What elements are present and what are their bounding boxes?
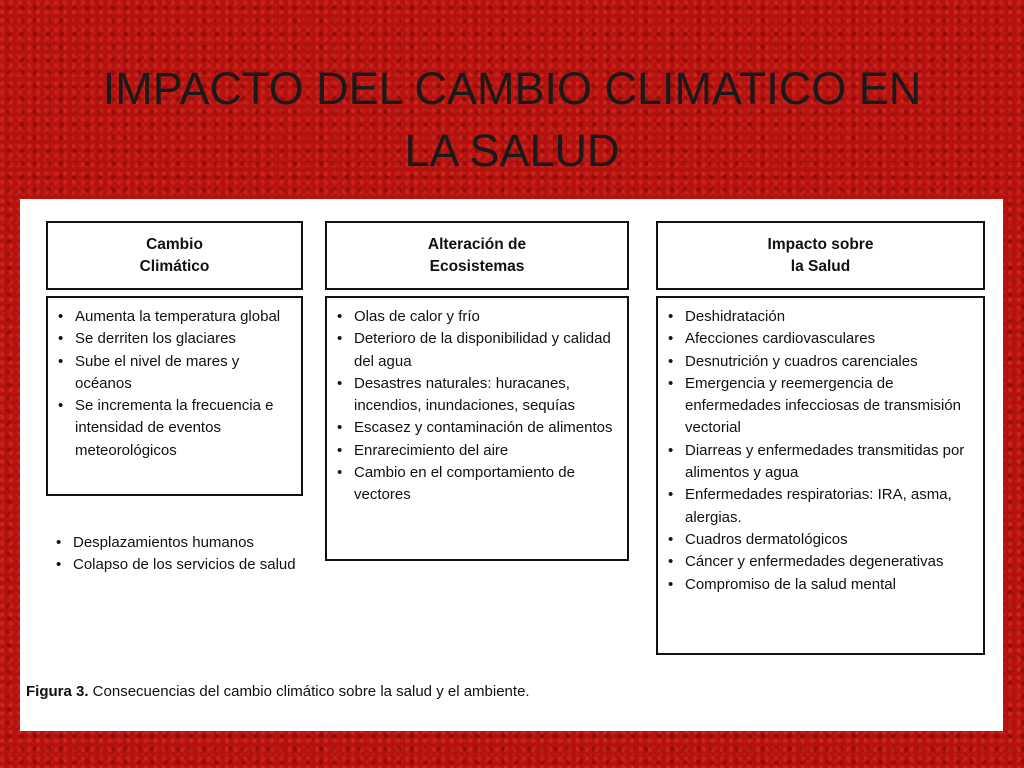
list-item: • Se incrementa la frecuencia e intensidad de eventos meteorológicos — [58, 395, 295, 462]
list-item: • Aumenta la temperatura global — [58, 306, 295, 328]
heading-line: la Salud — [790, 257, 851, 275]
slide-title-line-1: IMPACTO DEL CAMBIO CLIMATICO EN — [102, 63, 922, 114]
heading-line: Impacto sobre — [767, 235, 874, 253]
list-item: • Compromiso de la salud mental — [668, 574, 977, 596]
list-item: • Escasez y contaminación de alimentos — [337, 417, 621, 439]
heading-line: Alteración de — [427, 235, 527, 253]
list-item: • Enrarecimiento del aire — [337, 440, 621, 462]
list-item: • Desnutrición y cuadros carenciales — [668, 351, 977, 373]
list-item: • Cuadros dermatológicos — [668, 529, 977, 551]
list-item: • Desplazamientos humanos — [56, 532, 297, 554]
list-box-cambio-climatico — [46, 296, 303, 496]
list-item: • Enfermedades respiratorias: IRA, asma, alergias. — [668, 484, 977, 529]
caption-text: Consecuencias del cambio climático sobre la salud y el ambiente. — [88, 683, 530, 700]
heading-box-alteracion-ecosistemas — [325, 221, 629, 290]
list-item: • Afecciones cardiovasculares — [668, 328, 977, 350]
heading-line: Ecosistemas — [429, 257, 525, 275]
heading-line: Cambio — [146, 235, 203, 253]
list-item: • Diarreas y enfermedades transmitidas por alimentos y agua — [668, 440, 977, 485]
caption-label: Figura 3. — [26, 683, 89, 700]
list-item: • Colapso de los servicios de salud — [56, 554, 297, 576]
heading-line: Climático — [139, 257, 210, 275]
list-item: • Se derriten los glaciares — [58, 328, 295, 350]
list-item: • Deterioro de la disponibilidad y calidad del agua — [337, 328, 621, 373]
list-item: • Desastres naturales: huracanes, incendios, inundaciones, sequías — [337, 373, 621, 418]
heading-box-cambio-climatico — [46, 221, 303, 290]
list-box-alteracion-ecosistemas — [325, 296, 629, 561]
list-item: • Olas de calor y frío — [337, 306, 621, 328]
figure-panel — [20, 199, 1003, 731]
figure-caption — [26, 683, 530, 700]
heading-box-impacto-salud — [656, 221, 985, 290]
slide-title — [40, 58, 984, 182]
list-item: • Sube el nivel de mares y océanos — [58, 351, 295, 396]
list-item: • Emergencia y reemergencia de enfermedades infecciosas de transmisión vectorial — [668, 373, 977, 440]
list-box-impacto-salud — [656, 296, 985, 655]
list-item: • Cambio en el comportamiento de vectores — [337, 462, 621, 507]
extra-list — [46, 532, 303, 577]
list-item: • Deshidratación — [668, 306, 977, 328]
slide-title-line-2: LA SALUD — [404, 125, 620, 176]
list-item: • Cáncer y enfermedades degenerativas — [668, 551, 977, 573]
